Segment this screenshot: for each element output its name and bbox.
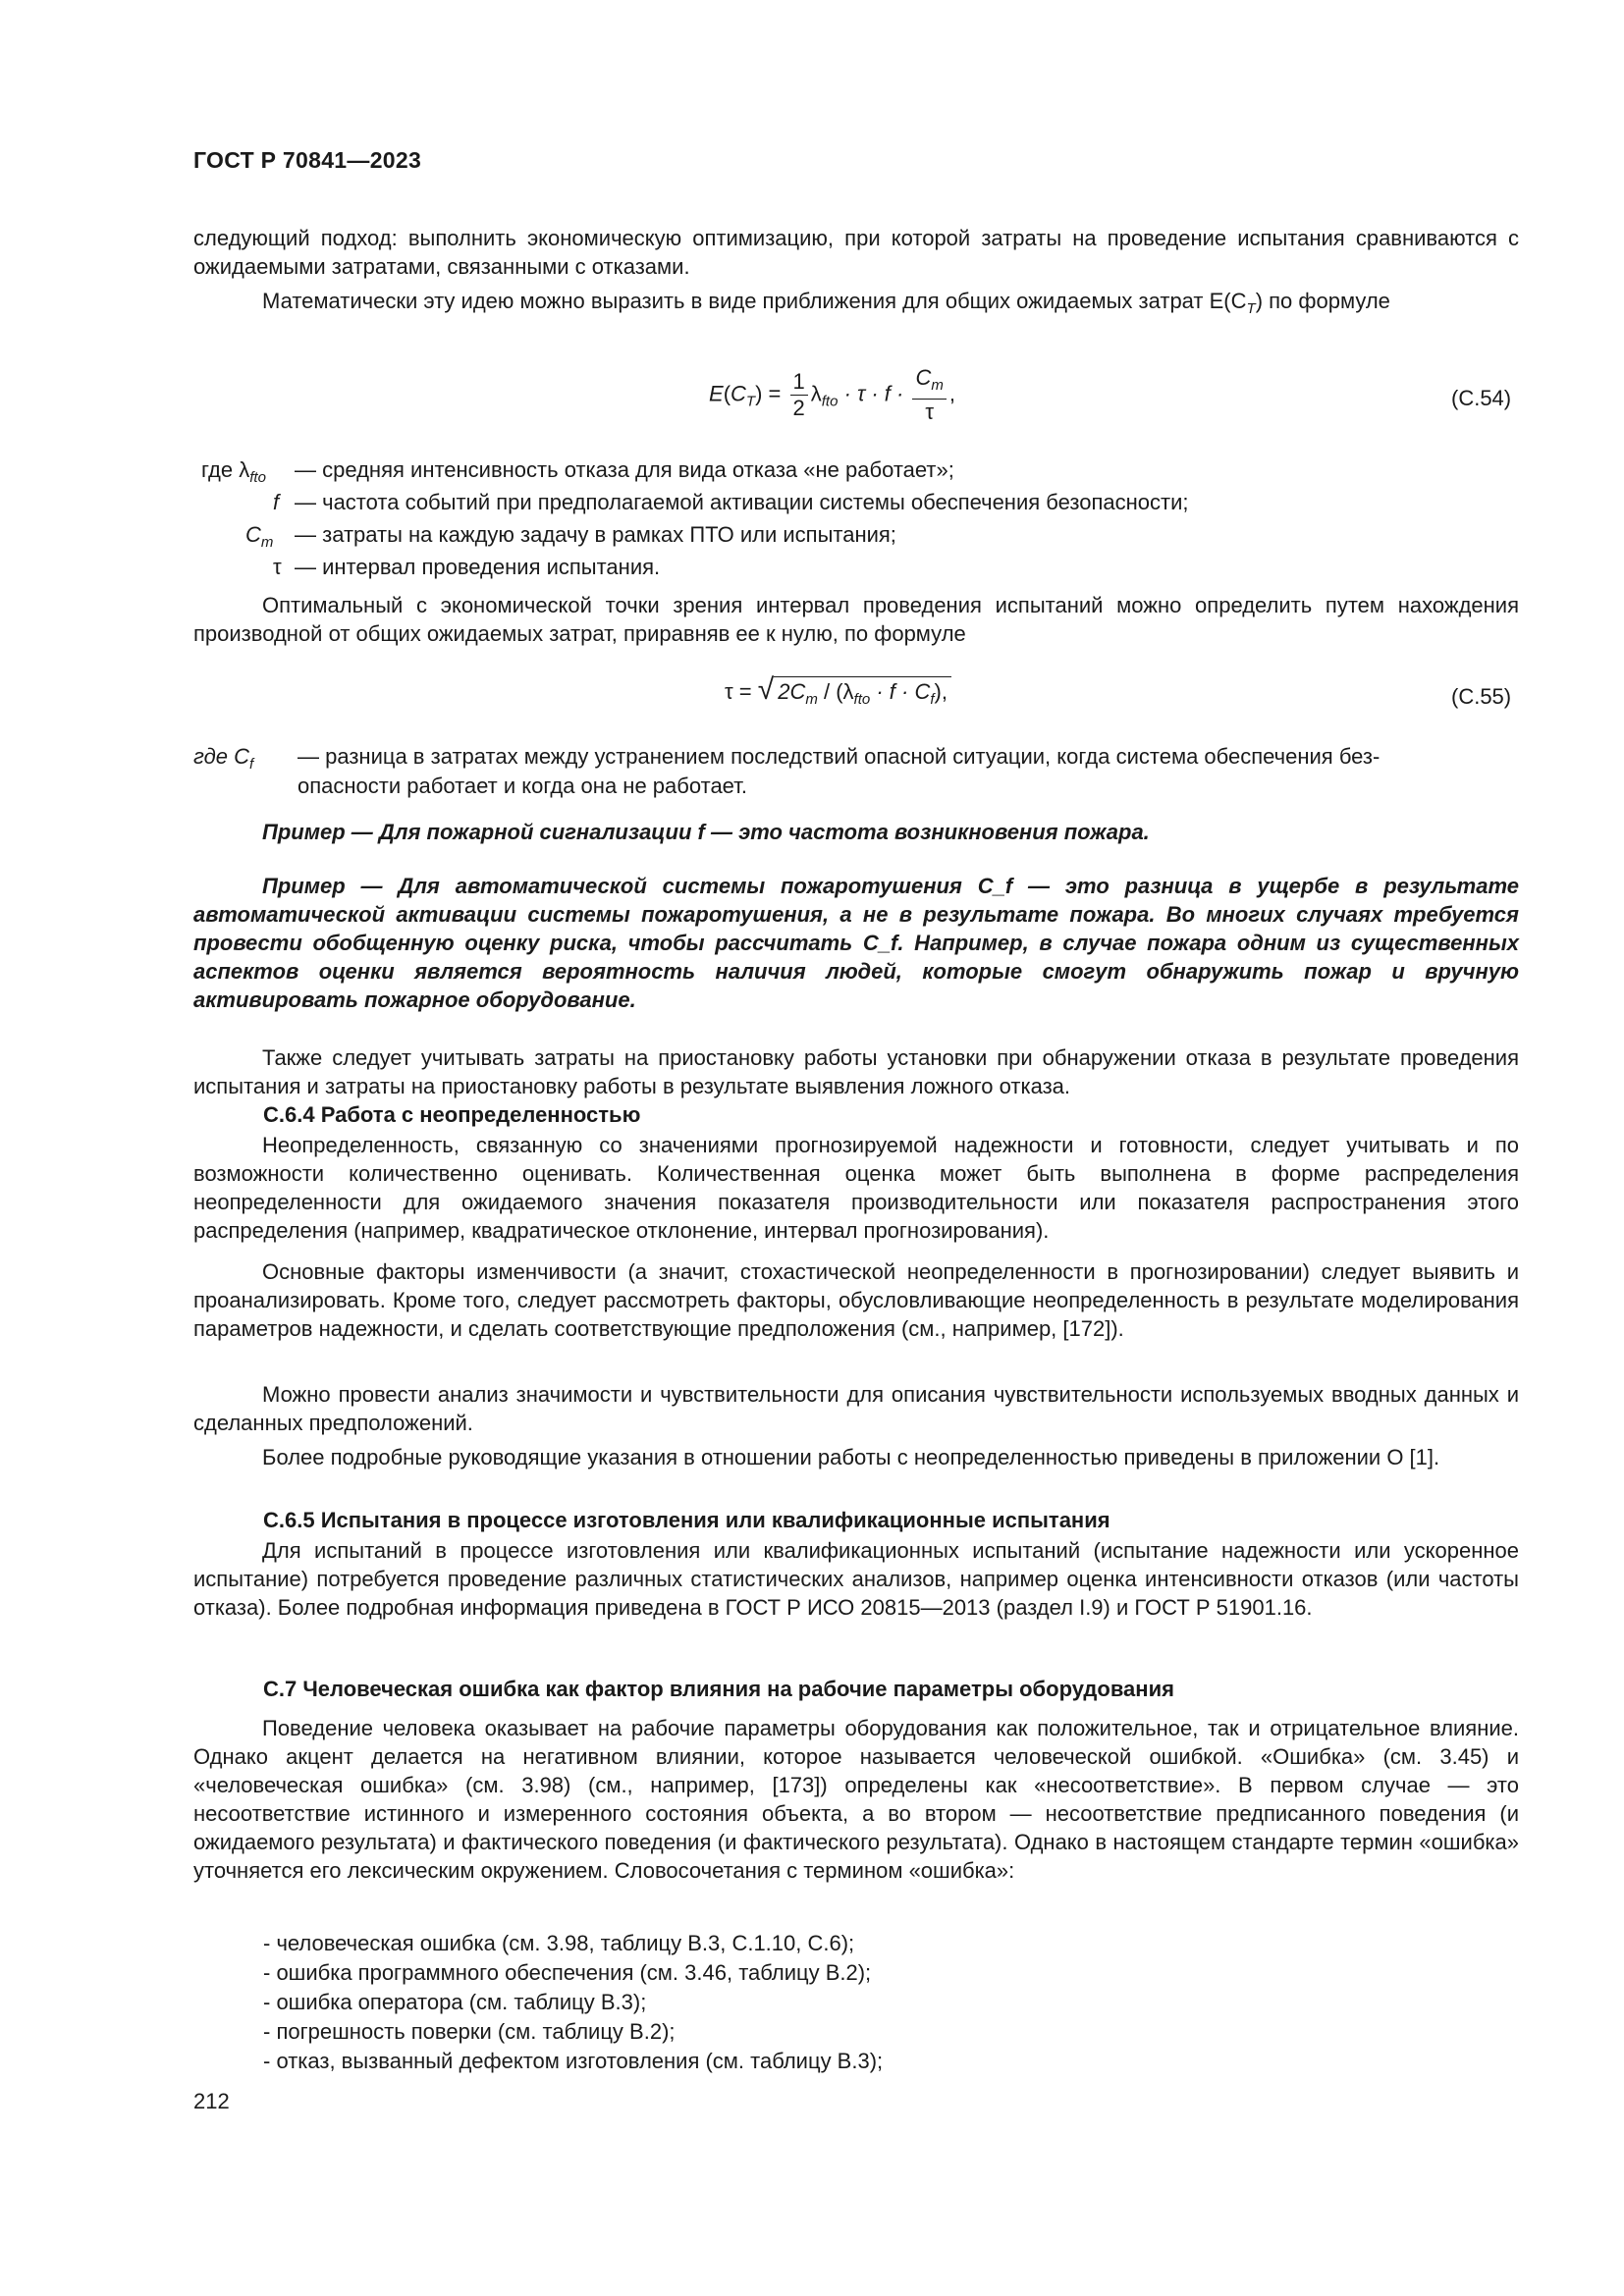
definition-text: — частота событий при предполагаемой активации системы обеспечения безопасности; [295,490,1189,514]
section-heading-c7: С.7 Человеческая ошибка как фактор влияния на рабочие параметры оборудования [263,1677,1174,1701]
definition-symbol: $C_m$ [245,522,274,551]
list-item: - погрешность поверки (см. таблицу В.2); [263,2019,676,2044]
section-heading-c65: С.6.5 Испытания в процессе изготовления или квалификационные испытания [263,1508,1110,1532]
paragraph: Для испытаний в процессе изготовления или квалификационных испытаний (испытание надежности или ускоренное испытание) потребуется проведение различных статистических анализов, например оценка интенсивности отказов (или частоты отказа). Более подробная информация приведена в ГОСТ Р ИСО 20815—2013 (раздел I.9) и ГОСТ Р 51901.16. [193,1538,1519,1620]
paragraph: Математически эту идею можно выразить в виде приближения для общих ожидаемых затрат $E(C_T)$ по формуле [262,289,1390,317]
definition-text: опасности работает и когда она не работает. [298,774,747,798]
example-note: Пример — Для пожарной сигнализации f — это частота возникновения пожара. [262,820,1150,844]
definition-text: — интервал проведения испытания. [295,555,661,579]
paragraph: Основные факторы изменчивости (а значит, стохастической неопределенности в прогнозировании) следует выявить и проанализировать. Кроме того, следует рассмотреть факторы, обусловливающие неопределенность в результате моделирования параметров надежности, и сделать соответствующие предположения (см., например, [172]). [193,1259,1519,1341]
page-number: 212 [193,2089,230,2113]
list-item: - отказ, вызванный дефектом изготовления (см. таблицу В.3); [263,2049,884,2073]
example-note: Пример — Для автоматической системы пожаротушения C_f — это разница в ущербе в результате автоматической активации системы пожаротушения, а не в результате пожара. Во многих случаях требуется провести обобщенную оценку риска, чтобы рассчитать C_f. Например, в случае пожара одним из существенных аспектов оценки является вероятность наличия людей, которые смогут обнаружить пожар и вручную активировать пожарное оборудование. [193,874,1519,1012]
list-item: - человеческая ошибка (см. 3.98, таблицу В.3, С.1.10, С.6); [263,1931,855,1955]
radicand: $2C_m / (\lambda_{fto} \cdot f \cdot C_f)$, [774,676,951,714]
definition-symbol: τ [273,555,282,579]
definition-row: где $\lambda_{fto}$ [201,457,266,486]
list-item: - ошибка программного обеспечения (см. 3.46, таблицу В.2); [263,1960,872,1985]
definition-text: — разница в затратах между устранением последствий опасной ситуации, когда система обеспечения без- [298,744,1380,769]
paragraph: Можно провести анализ значимости и чувствительности для описания чувствительности используемых вводных данных и сделанных предположений. [193,1382,1519,1435]
paragraph: Также следует учитывать затраты на приостановку работы установки при обнаружении отказа в результате проведения испытания и затраты на приостановку работы в результате выявления ложного отказа. [193,1045,1519,1098]
definition-text: — средняя интенсивность отказа для вида отказа «не работает»; [295,457,954,482]
equation-number: (C.55) [1451,684,1512,709]
list-item: - ошибка оператора (см. таблицу В.3); [263,1990,647,2014]
equation-c55: τ = √ $2C_m / (\lambda_{fto} \cdot f \cdot C_f)$, [725,675,951,714]
paragraph: Оптимальный с экономической точки зрения интервал проведения испытаний можно определить путем нахождения производной от общих ожидаемых затрат, приравняв ее к нулю, по формуле [193,593,1519,646]
definition-symbol: f [273,490,280,514]
paragraph: Поведение человека оказывает на рабочие параметры оборудования как положительное, так и отрицательное влияние. Однако акцент делается на негативном влиянии, которое называется человеческой ошибкой. «Ошибка» (см. 3.45) и «человеческая ошибка» (см. 3.98) (см., например, [173]) определены как «несоответствие». В первом случае — это несоответствие истинного и измеренного состояния объекта, а во втором — несоответствие предписанного поведения (и ожидаемого результата) и фактического поведения (и фактического результата). Однако в настоящем стандарте термин «ошибка» уточняется его лексическим окружением. Словосочетания с термином «ошибка»: [193,1716,1519,1883]
sqrt-sign: √ [757,673,775,706]
fraction-half: $\frac{1}{2}$ [790,369,808,421]
document-header: ГОСТ Р 70841—2023 [193,147,422,173]
definition-symbol: где $C_f$ [193,744,254,773]
definition-text: — затраты на каждую задачу в рамках ПТО или испытания; [295,522,896,547]
paragraph: Более подробные руководящие указания в отношении работы с неопределенностью приведены в приложении О [1]. [262,1445,1440,1469]
section-heading-c64: С.6.4 Работа с неопределенностью [263,1102,641,1127]
equation-number: (C.54) [1451,386,1512,410]
fraction-cm-tau: $\frac{C_m}{\tau}$ [912,365,946,425]
paragraph: Неопределенность, связанную со значениями прогнозируемой надежности и готовности, следует учитывать и по возможности количественно оценивать. Количественная оценка может быть выполнена в форме распределения неопределенности для ожидаемого значения показателя производительности или показателя распространения этого распределения (например, квадратическое отклонение, интервал прогнозирования). [193,1133,1519,1243]
equation-c54: $E(C_T)$ = $\frac{1}{2}$ $\lambda_{fto} \cdot \tau \cdot f$ · $\frac{C_m}{\tau}$ , [709,365,955,424]
paragraph: следующий подход: выполнить экономическую оптимизацию, при которой затраты на проведение испытания сравниваются с ожидаемыми затратами, связанными с отказами. [193,226,1519,279]
